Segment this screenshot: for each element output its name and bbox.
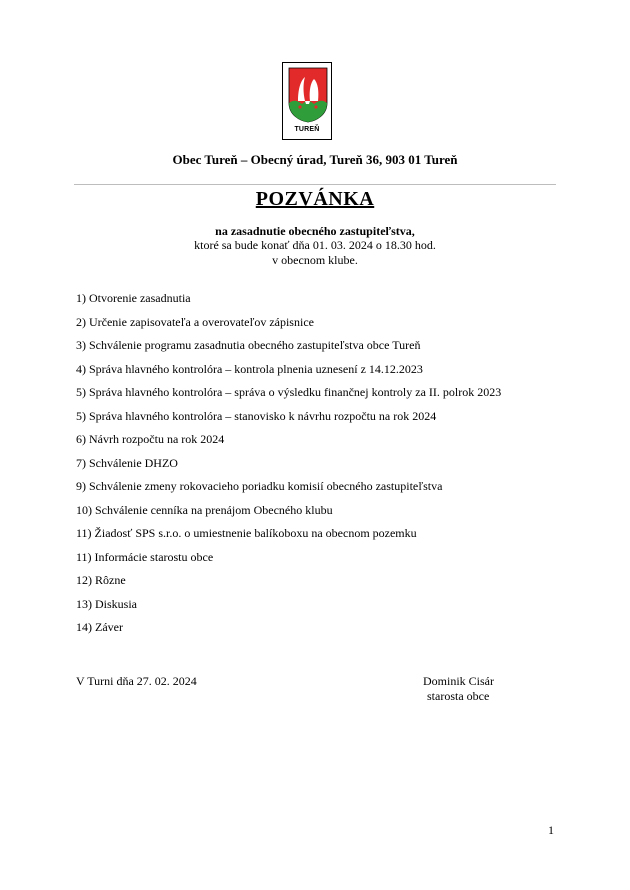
agenda-item: 1) Otvorenie zasadnutia <box>76 291 191 305</box>
agenda-item: 14) Záver <box>76 620 123 634</box>
agenda-item: 11) Žiadosť SPS s.r.o. o umiestnenie balíkoboxu na obecnom pozemku <box>76 526 417 540</box>
signatory-role: starosta obce <box>427 689 490 703</box>
agenda-item: 6) Návrh rozpočtu na rok 2024 <box>76 432 225 446</box>
page-number: 1 <box>548 823 554 837</box>
agenda-item: 11) Informácie starostu obce <box>76 549 214 564</box>
agenda-item: 3) Schválenie programu zasadnutia obecného zastupiteľstva obce Tureň <box>76 338 421 352</box>
subtitle-line-1: na zasadnutie obecného zastupiteľstva, <box>215 224 415 238</box>
agenda-item: 2) Určenie zapisovateľa a overovateľov zápisnice <box>76 314 314 329</box>
agenda-item: 7) Schválenie DHZO <box>76 455 178 470</box>
signatory-name: Dominik Cisár <box>423 674 494 688</box>
agenda-item: 13) Diskusia <box>76 596 137 611</box>
place-date: V Turni dňa 27. 02. 2024 <box>76 674 197 688</box>
agenda-item: 9) Schválenie zmeny rokovacieho poriadku komisií obecného zastupiteľstva <box>76 479 443 493</box>
crest-label: TUREŇ <box>294 126 320 133</box>
agenda-item: 5) Správa hlavného kontrolóra – stanovisko k návrhu rozpočtu na rok 2024 <box>76 408 437 423</box>
page-title: POZVÁNKA <box>255 188 375 210</box>
coat-of-arms-icon <box>288 67 328 123</box>
header-divider <box>74 184 556 185</box>
coat-of-arms <box>282 62 332 140</box>
office-header: Obec Tureň – Obecný úrad, Tureň 36, 903 01 Tureň <box>172 152 458 167</box>
subtitle-line-3: v obecnom klube. <box>272 253 358 267</box>
agenda-item: 12) Rôzne <box>76 573 126 587</box>
agenda-item: 5) Správa hlavného kontrolóra – správa o výsledku finančnej kontroly za II. polrok 2023 <box>76 385 502 399</box>
agenda-item: 10) Schválenie cenníka na prenájom Obecného klubu <box>76 502 333 517</box>
subtitle-line-2: ktoré sa bude konať dňa 01. 03. 2024 o 18.30 hod. <box>194 238 436 252</box>
agenda-item: 4) Správa hlavného kontrolóra – kontrola plnenia uznesení z 14.12.2023 <box>76 361 423 376</box>
